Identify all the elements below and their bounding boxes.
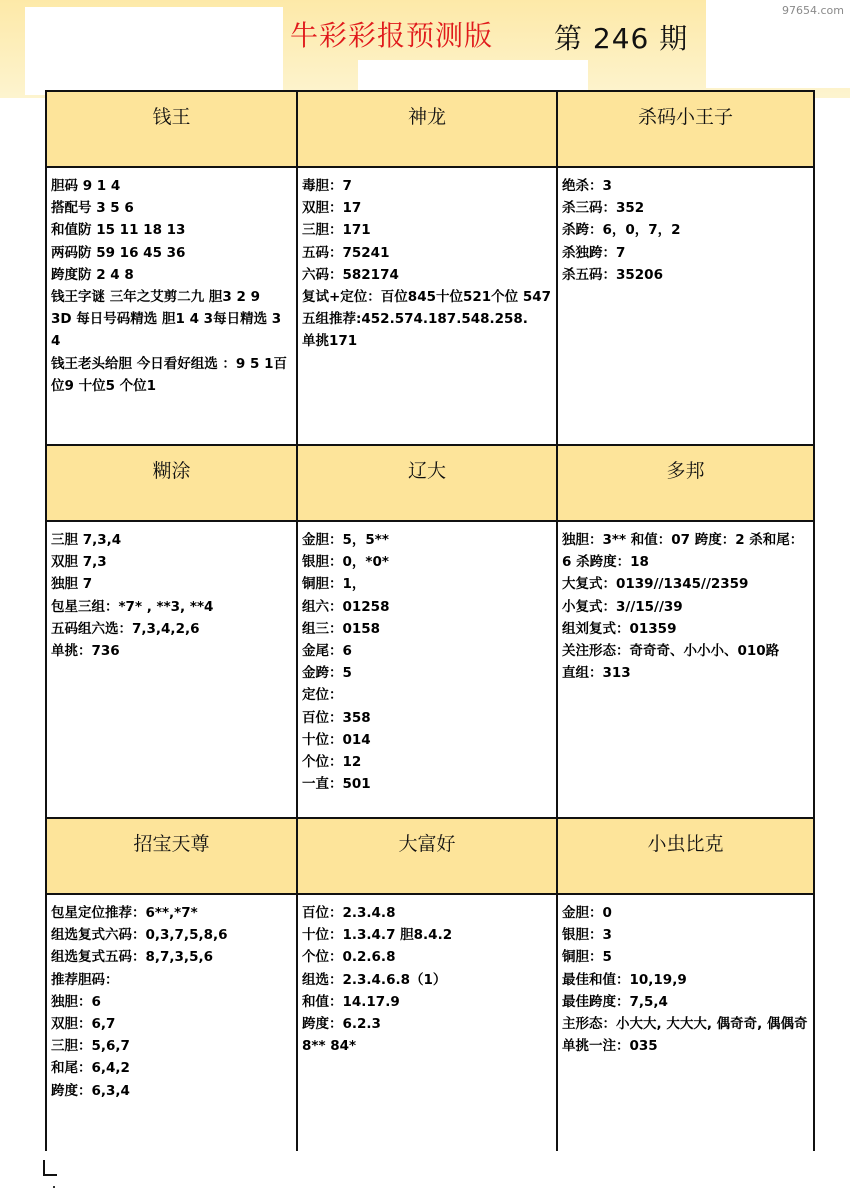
prediction-line: 搭配号 3 5 6 <box>51 200 134 217</box>
table-row <box>47 168 815 446</box>
prediction-line: 三胆 7,3,4 <box>51 532 122 548</box>
prediction-line: 独胆：3** 和值：07 跨度：2 杀和尾：6 杀跨度：18 <box>562 532 804 571</box>
prediction-line: 直组：313 <box>562 665 631 682</box>
prediction-line: 百位：358 <box>302 709 371 726</box>
prediction-line: 包星定位推荐：6**,*7* <box>51 905 198 921</box>
expert-name: 辽大 <box>298 446 558 522</box>
prediction-line: 和值防 15 11 18 13 <box>51 222 186 239</box>
prediction-table <box>45 90 815 1151</box>
prediction-content <box>298 168 558 446</box>
prediction-line: 双胆：6,7 <box>51 1016 116 1033</box>
corner-mark <box>43 1160 57 1176</box>
prediction-line: 小复式：3//15//39 <box>562 598 683 615</box>
prediction-line: 单挑一注：035 <box>562 1038 658 1055</box>
prediction-line: 五码组六选：7,3,4,2,6 <box>51 620 200 637</box>
prediction-line: 杀跨：6，0，7，2 <box>562 222 681 239</box>
blank-area-left <box>25 7 283 95</box>
prediction-line: 六码：582174 <box>302 266 399 283</box>
prediction-content <box>558 895 815 1151</box>
issue-number: 第 246 期 <box>554 22 689 55</box>
prediction-line: 组选：2.3.4.6.8（1） <box>302 971 447 988</box>
prediction-line: 最佳和值：10,19,9 <box>562 971 687 988</box>
prediction-line: 十位：1.3.4.7 胆8.4.2 <box>302 927 453 944</box>
prediction-line: 钱王字谜 三年之艾剪二九 胆3 2 9 <box>51 289 260 306</box>
prediction-line: 百位：2.3.4.8 <box>302 905 396 921</box>
prediction-line: 独胆 7 <box>51 576 93 593</box>
prediction-line: 主形态：小大大, 大大大, 偶奇奇, 偶偶奇 <box>562 1016 808 1033</box>
prediction-line: 单挑：736 <box>51 643 120 660</box>
prediction-line: 单挑171 <box>302 333 358 350</box>
prediction-line: 组刘复式：01359 <box>562 620 677 637</box>
table-row <box>47 522 815 819</box>
prediction-content <box>298 522 558 819</box>
prediction-line: 钱王老头给胆 今日看好组选 ：9 5 1百位9 十位5 个位1 <box>51 355 287 394</box>
prediction-line: 组三：0158 <box>302 620 381 637</box>
prediction-line: 个位：0.2.6.8 <box>302 949 396 966</box>
prediction-line: 个位：12 <box>302 754 362 771</box>
expert-name: 多邦 <box>558 446 815 522</box>
prediction-line: 包星三组：*7* , **3, **4 <box>51 598 214 615</box>
expert-name: 糊涂 <box>47 446 298 522</box>
prediction-line: 杀五码：35206 <box>562 266 663 283</box>
prediction-line: 关注形态：奇奇奇、小小小、010路 <box>562 643 780 660</box>
prediction-line: 组选复式六码：0,3,7,5,8,6 <box>51 927 228 944</box>
prediction-line: 金胆：5，5** <box>302 532 389 548</box>
prediction-content <box>558 168 815 446</box>
prediction-line: 银胆：3 <box>562 927 612 944</box>
page-title: 牛彩彩报预测版 <box>290 19 494 52</box>
expert-name: 大富好 <box>298 819 558 895</box>
table-row <box>47 92 815 168</box>
prediction-line: 十位：014 <box>302 731 371 748</box>
prediction-line: 胆码 9 1 4 <box>51 178 121 194</box>
prediction-content <box>47 895 298 1151</box>
prediction-line: 最佳跨度：7,5,4 <box>562 993 668 1010</box>
prediction-line: 定位： <box>302 687 343 704</box>
expert-name: 杀码小王子 <box>558 92 815 168</box>
prediction-line: 五码：75241 <box>302 244 390 261</box>
prediction-line: 一直：501 <box>302 776 371 793</box>
prediction-content <box>47 522 298 819</box>
prediction-line: 组选复式五码：8,7,3,5,6 <box>51 949 213 966</box>
prediction-line: 大复式：0139//1345//2359 <box>562 576 749 593</box>
dot-mark <box>53 1186 55 1188</box>
prediction-line: 跨度：6,3,4 <box>51 1082 130 1099</box>
expert-name: 小虫比克 <box>558 819 815 895</box>
prediction-content <box>47 168 298 446</box>
watermark: 97654.com <box>782 4 844 17</box>
prediction-line: 绝杀：3 <box>562 178 612 194</box>
prediction-line: 两码防 59 16 45 36 <box>51 244 186 261</box>
table-row <box>47 446 815 522</box>
prediction-line: 铜胆：1， <box>302 576 366 593</box>
blank-area-center <box>358 60 588 90</box>
expert-name: 神龙 <box>298 92 558 168</box>
prediction-line: 8** 84* <box>302 1038 357 1055</box>
prediction-line: 和尾：6,4,2 <box>51 1060 130 1077</box>
expert-name: 招宝天尊 <box>47 819 298 895</box>
prediction-line: 组六：01258 <box>302 598 390 615</box>
prediction-line: 铜胆：5 <box>562 949 612 966</box>
prediction-line: 杀三码：352 <box>562 200 645 217</box>
prediction-content <box>298 895 558 1151</box>
prediction-line: 杀独跨：7 <box>562 244 626 261</box>
prediction-line: 和值：14.17.9 <box>302 993 400 1010</box>
prediction-line: 3D 每日号码精选 胆1 4 3每日精选 3 4 <box>51 311 286 350</box>
prediction-line: 独胆：6 <box>51 993 101 1010</box>
table-row <box>47 819 815 895</box>
prediction-line: 金尾：6 <box>302 643 352 660</box>
prediction-line: 推荐胆码： <box>51 971 119 988</box>
prediction-line: 跨度：6.2.3 <box>302 1016 381 1033</box>
prediction-line: 金跨：5 <box>302 665 352 682</box>
prediction-line: 五组推荐:452.574.187.548.258. <box>302 311 528 328</box>
prediction-line: 双胆 7,3 <box>51 554 107 571</box>
prediction-line: 复试+定位：百位845十位521个位 547 <box>302 289 552 306</box>
prediction-line: 三胆：171 <box>302 222 371 239</box>
prediction-content <box>558 522 815 819</box>
prediction-line: 三胆：5,6,7 <box>51 1038 130 1055</box>
prediction-line: 跨度防 2 4 8 <box>51 266 134 283</box>
table-row <box>47 895 815 1151</box>
prediction-line: 金胆：0 <box>562 905 612 921</box>
prediction-line: 双胆：17 <box>302 200 362 217</box>
prediction-line: 银胆：0，*0* <box>302 554 389 571</box>
expert-name: 钱王 <box>47 92 298 168</box>
prediction-line: 毒胆：7 <box>302 178 352 194</box>
